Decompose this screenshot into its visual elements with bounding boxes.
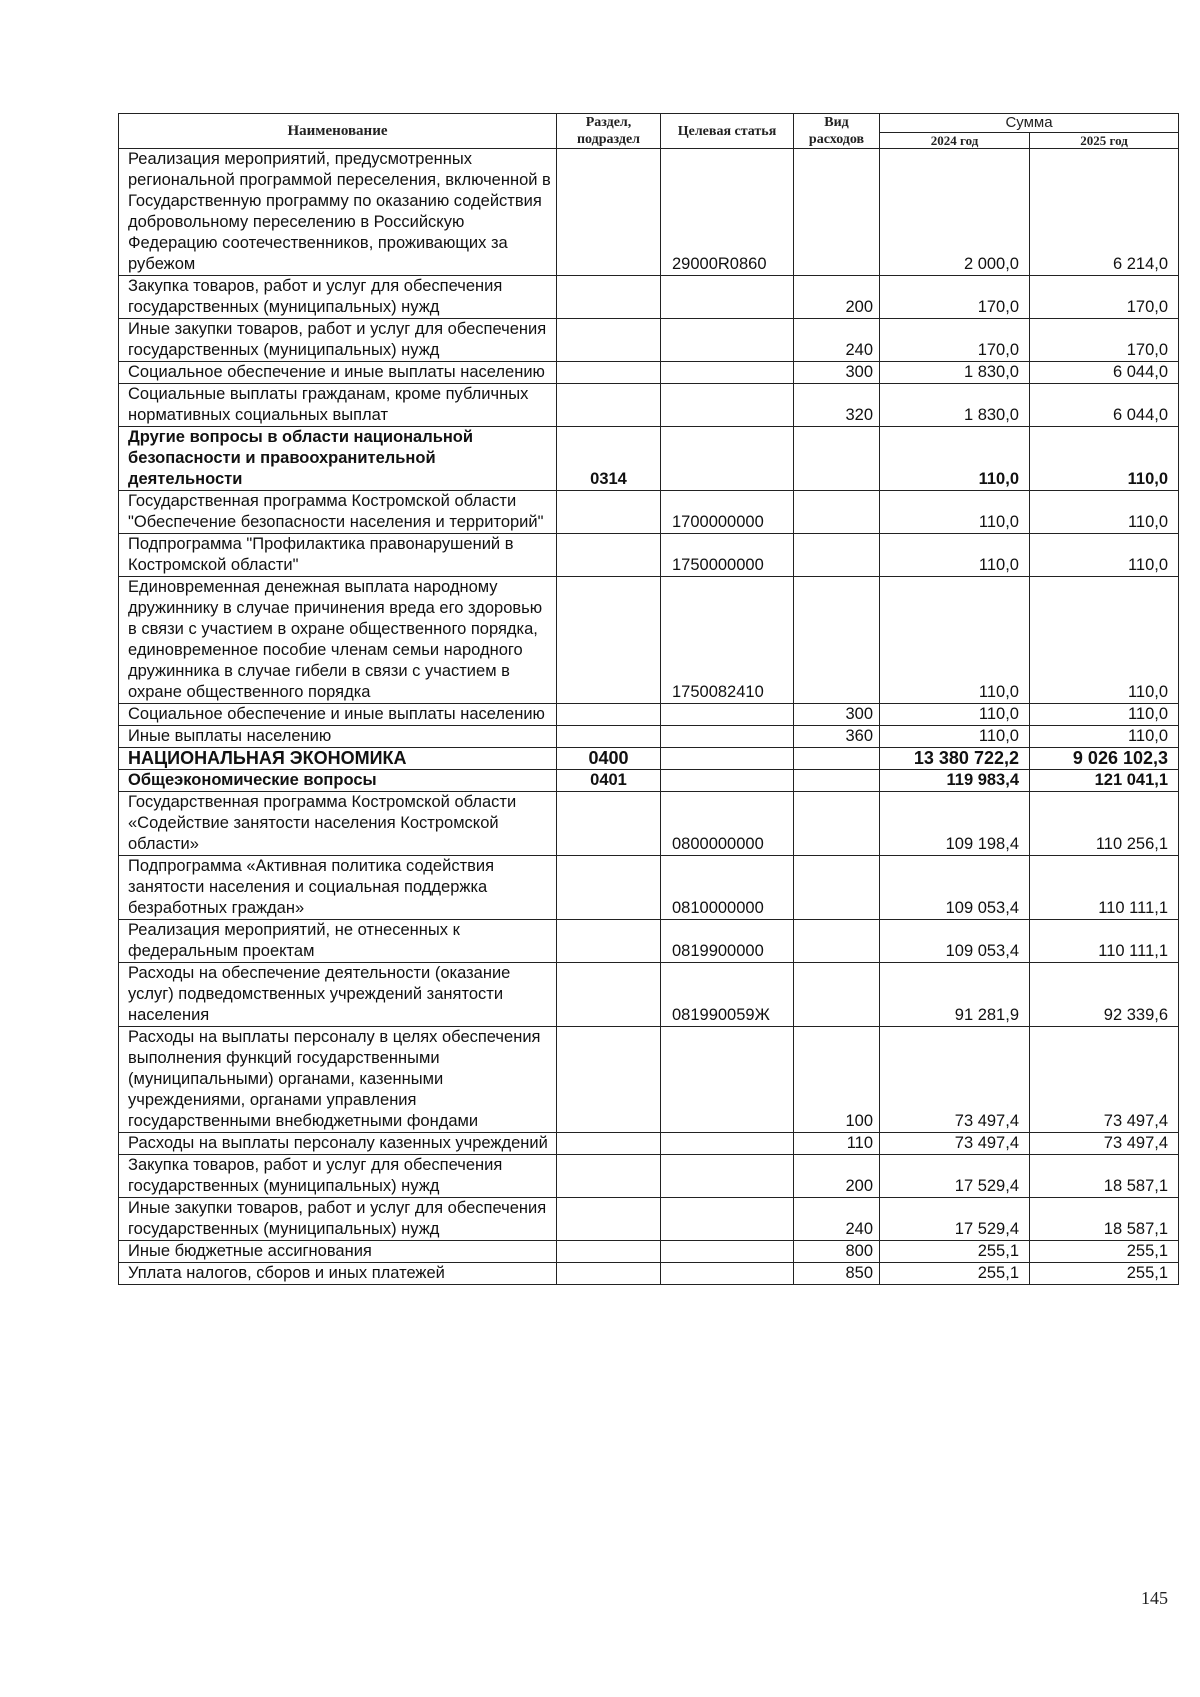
row-section: 0400 [557, 748, 661, 770]
row-name: Иные выплаты населению [119, 726, 557, 748]
row-article [661, 770, 794, 792]
row-sum-2024: 119 983,4 [880, 770, 1030, 792]
row-sum-2024: 13 380 722,2 [880, 748, 1030, 770]
row-article [661, 384, 794, 427]
row-name: Иные закупки товаров, работ и услуг для обеспечения государственных (муниципальных) нужд [119, 1198, 557, 1241]
row-section [557, 577, 661, 704]
row-sum-2025: 255,1 [1030, 1263, 1179, 1285]
table-row [119, 276, 1179, 319]
row-section [557, 491, 661, 534]
table-row [119, 963, 1179, 1027]
row-sum-2024: 255,1 [880, 1241, 1030, 1263]
row-sum-2025: 73 497,4 [1030, 1027, 1179, 1133]
row-article: 0810000000 [661, 856, 794, 920]
row-name: Единовременная денежная выплата народному дружиннику в случае причинения вреда его здоровью в связи с участием в охране общественного порядка, единовременное пособие членам семьи народного дружинника в случае гибели в связи с участием в охране общественного порядка [119, 577, 557, 704]
row-article: 081990059Ж [661, 963, 794, 1027]
table-row [119, 319, 1179, 362]
table-row [119, 577, 1179, 704]
row-sum-2025: 255,1 [1030, 1241, 1179, 1263]
row-section [557, 362, 661, 384]
row-article [661, 276, 794, 319]
table-row [119, 427, 1179, 491]
row-section [557, 1155, 661, 1198]
table-row [119, 1027, 1179, 1133]
page-number: 145 [1141, 1588, 1168, 1608]
row-sum-2024: 110,0 [880, 491, 1030, 534]
row-section [557, 792, 661, 856]
row-sum-2025: 170,0 [1030, 319, 1179, 362]
row-section [557, 920, 661, 963]
row-article [661, 427, 794, 491]
row-section [557, 963, 661, 1027]
row-kind: 200 [794, 276, 880, 319]
row-sum-2024: 1 830,0 [880, 384, 1030, 427]
row-kind: 300 [794, 362, 880, 384]
row-sum-2025: 110,0 [1030, 427, 1179, 491]
row-sum-2025: 110,0 [1030, 491, 1179, 534]
row-name: Расходы на выплаты персоналу в целях обеспечения выполнения функций государственными (муниципальными) органами, казенными учреждениями, органами управления государственными внебюджетными фондами [119, 1027, 557, 1133]
row-name: Расходы на выплаты персоналу казенных учреждений [119, 1133, 557, 1155]
row-sum-2025: 6 044,0 [1030, 384, 1179, 427]
row-sum-2025: 170,0 [1030, 276, 1179, 319]
row-article: 1750000000 [661, 534, 794, 577]
row-sum-2025: 18 587,1 [1030, 1198, 1179, 1241]
table-row [119, 1241, 1179, 1263]
row-sum-2024: 1 830,0 [880, 362, 1030, 384]
row-article [661, 1027, 794, 1133]
row-sum-2024: 109 198,4 [880, 792, 1030, 856]
row-article [661, 748, 794, 770]
table-row [119, 534, 1179, 577]
row-section: 0401 [557, 770, 661, 792]
row-sum-2024: 110,0 [880, 427, 1030, 491]
row-article [661, 704, 794, 726]
row-sum-2024: 170,0 [880, 319, 1030, 362]
header-year-2025: 2025 год [1030, 132, 1179, 148]
row-section [557, 1263, 661, 1285]
table-row [119, 1263, 1179, 1285]
row-article: 1750082410 [661, 577, 794, 704]
row-sum-2025: 92 339,6 [1030, 963, 1179, 1027]
row-name: Закупка товаров, работ и услуг для обеспечения государственных (муниципальных) нужд [119, 1155, 557, 1198]
row-kind [794, 920, 880, 963]
row-sum-2024: 17 529,4 [880, 1155, 1030, 1198]
row-article [661, 362, 794, 384]
table-row [119, 770, 1179, 792]
row-section [557, 276, 661, 319]
row-article [661, 726, 794, 748]
row-kind: 800 [794, 1241, 880, 1263]
row-article [661, 319, 794, 362]
row-section [557, 1027, 661, 1133]
row-sum-2025: 73 497,4 [1030, 1133, 1179, 1155]
row-name: Иные закупки товаров, работ и услуг для обеспечения государственных (муниципальных) нужд [119, 319, 557, 362]
table-row [119, 920, 1179, 963]
row-section [557, 726, 661, 748]
row-name: НАЦИОНАЛЬНАЯ ЭКОНОМИКА [119, 748, 557, 770]
table-row [119, 362, 1179, 384]
row-sum-2024: 109 053,4 [880, 920, 1030, 963]
row-article: 0819900000 [661, 920, 794, 963]
table-row [119, 856, 1179, 920]
row-sum-2025: 110,0 [1030, 534, 1179, 577]
row-section [557, 856, 661, 920]
row-kind [794, 491, 880, 534]
row-sum-2025: 110,0 [1030, 726, 1179, 748]
row-section [557, 384, 661, 427]
row-kind [794, 770, 880, 792]
row-kind: 850 [794, 1263, 880, 1285]
row-sum-2024: 73 497,4 [880, 1133, 1030, 1155]
row-sum-2025: 110 111,1 [1030, 856, 1179, 920]
row-name: Социальное обеспечение и иные выплаты населению [119, 362, 557, 384]
row-kind [794, 748, 880, 770]
row-article: 29000R0860 [661, 149, 794, 276]
row-section [557, 149, 661, 276]
row-name: Социальное обеспечение и иные выплаты населению [119, 704, 557, 726]
row-kind: 200 [794, 1155, 880, 1198]
row-kind: 110 [794, 1133, 880, 1155]
row-sum-2024: 91 281,9 [880, 963, 1030, 1027]
row-kind: 360 [794, 726, 880, 748]
row-sum-2024: 110,0 [880, 534, 1030, 577]
row-kind [794, 427, 880, 491]
table-row [119, 491, 1179, 534]
row-sum-2025: 110,0 [1030, 577, 1179, 704]
row-name: Закупка товаров, работ и услуг для обеспечения государственных (муниципальных) нужд [119, 276, 557, 319]
row-name: Подпрограмма "Профилактика правонарушений в Костромской области" [119, 534, 557, 577]
row-article: 1700000000 [661, 491, 794, 534]
row-sum-2024: 17 529,4 [880, 1198, 1030, 1241]
header-kind: Вид расходов [794, 114, 880, 149]
header-article: Целевая статья [661, 114, 794, 149]
row-sum-2025: 18 587,1 [1030, 1155, 1179, 1198]
row-kind [794, 149, 880, 276]
row-section [557, 1241, 661, 1263]
row-sum-2024: 109 053,4 [880, 856, 1030, 920]
row-name: Другие вопросы в области национальной безопасности и правоохранительной деятельности [119, 427, 557, 491]
row-kind [794, 856, 880, 920]
row-section [557, 534, 661, 577]
table-body [119, 149, 1179, 1285]
row-sum-2024: 110,0 [880, 704, 1030, 726]
row-kind [794, 577, 880, 704]
row-name: Уплата налогов, сборов и иных платежей [119, 1263, 557, 1285]
table-row [119, 1155, 1179, 1198]
row-sum-2025: 110 111,1 [1030, 920, 1179, 963]
table-row [119, 748, 1179, 770]
row-name: Государственная программа Костромской области "Обеспечение безопасности населения и территорий" [119, 491, 557, 534]
row-name: Расходы на обеспечение деятельности (оказание услуг) подведомственных учреждений занятости населения [119, 963, 557, 1027]
row-name: Государственная программа Костромской области «Содействие занятости населения Костромской области» [119, 792, 557, 856]
header-sum: Сумма [880, 114, 1179, 133]
row-section: 0314 [557, 427, 661, 491]
row-kind: 320 [794, 384, 880, 427]
row-name: Социальные выплаты гражданам, кроме публичных нормативных социальных выплат [119, 384, 557, 427]
table-row [119, 704, 1179, 726]
table-header [119, 114, 1179, 149]
row-sum-2024: 2 000,0 [880, 149, 1030, 276]
row-sum-2025: 121 041,1 [1030, 770, 1179, 792]
row-sum-2025: 6 044,0 [1030, 362, 1179, 384]
row-kind [794, 963, 880, 1027]
row-sum-2025: 110 256,1 [1030, 792, 1179, 856]
row-section [557, 704, 661, 726]
table-row [119, 149, 1179, 276]
row-name: Подпрограмма «Активная политика содействия занятости населения и социальная поддержка безработных граждан» [119, 856, 557, 920]
row-article [661, 1198, 794, 1241]
row-kind: 240 [794, 319, 880, 362]
row-kind [794, 792, 880, 856]
row-sum-2024: 170,0 [880, 276, 1030, 319]
table-row [119, 726, 1179, 748]
row-kind: 100 [794, 1027, 880, 1133]
row-section [557, 319, 661, 362]
row-kind [794, 534, 880, 577]
table-row [119, 1133, 1179, 1155]
row-article [661, 1263, 794, 1285]
row-sum-2025: 9 026 102,3 [1030, 748, 1179, 770]
header-section: Раздел, подраздел [557, 114, 661, 149]
row-name: Реализация мероприятий, не отнесенных к федеральным проектам [119, 920, 557, 963]
row-sum-2024: 110,0 [880, 577, 1030, 704]
row-name: Иные бюджетные ассигнования [119, 1241, 557, 1263]
budget-table [118, 113, 1179, 1285]
header-name: Наименование [119, 114, 557, 149]
row-sum-2024: 255,1 [880, 1263, 1030, 1285]
row-sum-2024: 110,0 [880, 726, 1030, 748]
table-row [119, 792, 1179, 856]
row-sum-2025: 110,0 [1030, 704, 1179, 726]
row-article: 0800000000 [661, 792, 794, 856]
table-row [119, 1198, 1179, 1241]
row-sum-2025: 6 214,0 [1030, 149, 1179, 276]
row-kind: 300 [794, 704, 880, 726]
row-section [557, 1198, 661, 1241]
row-article [661, 1155, 794, 1198]
row-sum-2024: 73 497,4 [880, 1027, 1030, 1133]
row-article [661, 1133, 794, 1155]
header-year-2024: 2024 год [880, 132, 1030, 148]
row-name: Общеэкономические вопросы [119, 770, 557, 792]
row-name: Реализация мероприятий, предусмотренных региональной программой переселения, включенной в Государственную программу по оказанию содействия добровольному переселению в Российскую Федерацию соотечественников, проживающих за рубежом [119, 149, 557, 276]
row-section [557, 1133, 661, 1155]
table-row [119, 384, 1179, 427]
row-article [661, 1241, 794, 1263]
row-kind: 240 [794, 1198, 880, 1241]
